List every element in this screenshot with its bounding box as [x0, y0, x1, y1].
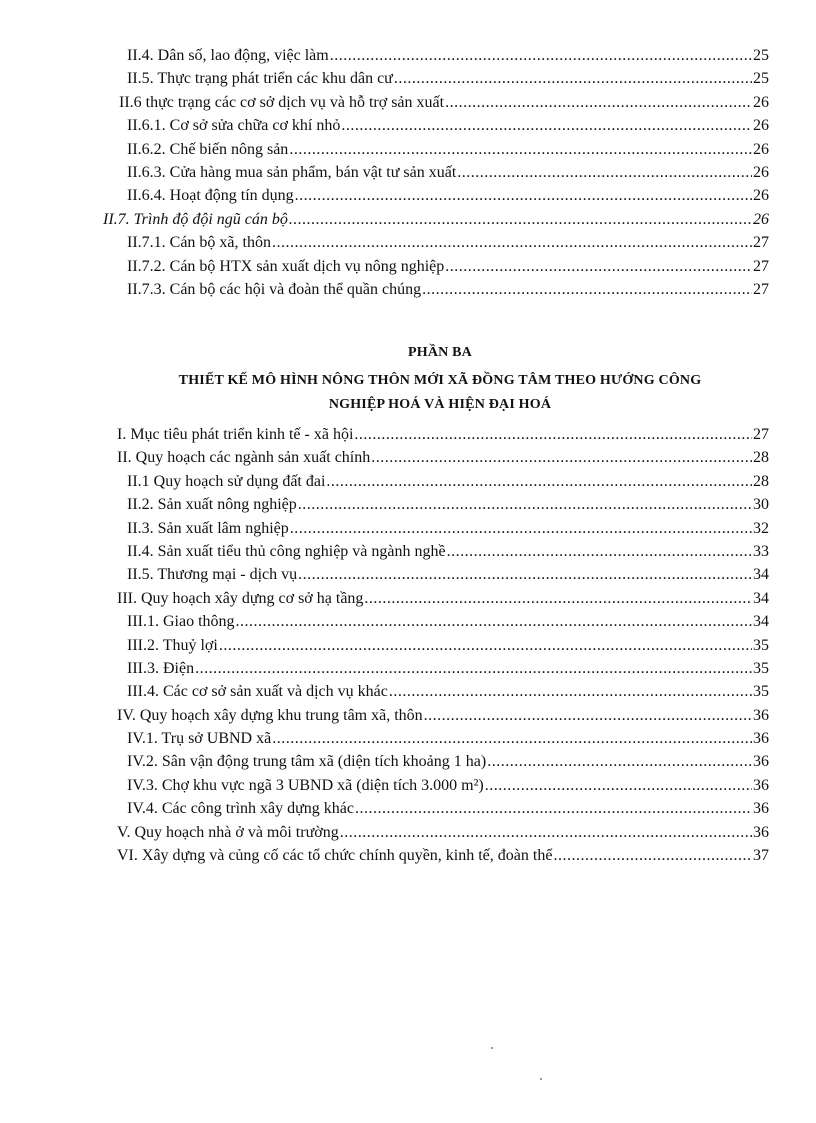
toc-entry-title: IV. Quy hoạch xây dựng khu trung tâm xã, thôn [117, 706, 423, 724]
toc-entry-title: II.7. Trình độ đội ngũ cán bộ [103, 210, 288, 228]
toc-entry-page: 26 [753, 93, 769, 111]
part-label: PHẦN BA [407, 345, 472, 360]
toc-entry-title: II.6 thực trạng các cơ sở dịch vụ và hỗ trợ sản xuất [119, 93, 445, 111]
toc-entry-title: II.4. Dân số, lao động, việc làm [127, 47, 329, 64]
toc-entry-page: 28 [753, 472, 769, 490]
toc-list-part-three [117, 423, 769, 867]
toc-entry-title: II.3. Sản xuất lâm nghiệp [127, 519, 289, 537]
toc-entry [117, 67, 769, 90]
toc-entry-title: II.2. Sản xuất nông nghiệp [127, 496, 297, 514]
toc-entry [117, 540, 769, 563]
toc-entry [117, 423, 769, 446]
toc-leader-dots [330, 44, 752, 67]
toc-entry-title: II.4. Sản xuất tiểu thủ công nghiệp và ngành nghề [127, 542, 446, 560]
toc-entry-page: 36 [753, 730, 769, 748]
toc-leader-dots [355, 797, 752, 820]
toc-entry [117, 446, 769, 469]
toc-entry [117, 774, 769, 797]
toc-leader-dots [389, 680, 752, 703]
toc-leader-dots [422, 278, 752, 301]
toc-leader-dots [371, 446, 752, 469]
toc-entry-page: 28 [753, 449, 769, 467]
toc-entry-title: II. Quy hoạch các ngành sản xuất chính [117, 449, 371, 467]
toc-leader-dots [487, 750, 752, 773]
toc-entry-title: VI. Xây dựng và củng cố các tổ chức chính quyền, kinh tế, đoàn thể [117, 847, 553, 865]
toc-leader-dots [289, 208, 752, 231]
toc-leader-dots [236, 610, 752, 633]
toc-entry [117, 91, 769, 114]
toc-entry-page: 36 [753, 776, 769, 794]
toc-entry-page: 25 [753, 70, 769, 88]
toc-leader-dots [394, 67, 752, 90]
toc-entry-page: 34 [753, 589, 769, 607]
toc-entry-page: 27 [753, 426, 769, 443]
toc-entry [117, 161, 769, 184]
toc-entry-title: II.7.2. Cán bộ HTX sản xuất dịch vụ nông nghiệp [127, 257, 445, 275]
toc-leader-dots [289, 138, 752, 161]
toc-leader-dots [485, 774, 752, 797]
toc-entry-page: 37 [753, 847, 769, 865]
part-title-line-1: THIẾT KẾ MÔ HÌNH NÔNG THÔN MỚI XÃ ĐỒNG TÂM THEO HƯỚNG CÔNG [178, 373, 702, 388]
toc-entry-page: 36 [753, 706, 769, 724]
toc-entry-title: II.6.2. Chế biến nông sản [127, 140, 289, 158]
toc-entry-title: I. Mục tiêu phát triển kinh tế - xã hội [117, 426, 354, 443]
toc-entry [117, 255, 769, 278]
toc-leader-dots [553, 844, 752, 867]
toc-entry-title: II.1 Quy hoạch sử dụng đất đai [127, 472, 326, 490]
toc-entry [117, 231, 769, 254]
toc-leader-dots [354, 423, 752, 446]
toc-entry-page: 27 [753, 257, 769, 275]
toc-entry-title: III.4. Các cơ sở sản xuất và dịch vụ khác [127, 683, 388, 701]
toc-entry-title: II.6.4. Hoạt động tín dụng [127, 187, 294, 205]
toc-leader-dots [340, 821, 752, 844]
toc-entry-title: III.2. Thuỷ lợi [127, 636, 218, 654]
toc-entry-page: 27 [753, 234, 769, 252]
toc-entry-title: IV.2. Sân vận động trung tâm xã (diện tích khoảng 1 ha) [127, 753, 487, 771]
toc-entry-page: 36 [753, 753, 769, 771]
toc-entry [103, 208, 769, 231]
toc-entry [117, 657, 769, 680]
toc-entry-page: 35 [753, 636, 769, 654]
toc-entry [117, 680, 769, 703]
toc-entry-title: II.5. Thương mại - dịch vụ [127, 566, 298, 584]
toc-entry-page: 27 [753, 280, 769, 298]
toc-entry [117, 844, 769, 867]
toc-entry [117, 634, 769, 657]
toc-entry-page: 26 [753, 187, 769, 205]
toc-leader-dots [298, 493, 752, 516]
toc-entry [117, 278, 769, 301]
toc-leader-dots [290, 517, 752, 540]
toc-entry-page: 30 [753, 496, 769, 514]
toc-entry-title: II.6.3. Cửa hàng mua sản phẩm, bán vật tư sản xuất [127, 163, 457, 181]
toc-entry-page: 33 [753, 542, 769, 560]
toc-entry [117, 114, 769, 137]
toc-entry-page: 26 [753, 163, 769, 181]
toc-leader-dots [195, 657, 752, 680]
toc-leader-dots [272, 727, 752, 750]
toc-leader-dots [272, 231, 752, 254]
toc-entry [117, 704, 769, 727]
toc-leader-dots [445, 91, 752, 114]
toc-leader-dots [326, 470, 752, 493]
toc-entry-title: V. Quy hoạch nhà ở và môi trường [117, 823, 339, 841]
toc-entry-page: 25 [753, 47, 769, 64]
toc-entry [117, 587, 769, 610]
part-title-line-2: NGHIỆP HOÁ VÀ HIỆN ĐẠI HOÁ [328, 397, 552, 412]
toc-leader-dots [298, 563, 752, 586]
toc-entry-page: 36 [753, 823, 769, 841]
toc-leader-dots [424, 704, 752, 727]
toc-list-part-two [103, 44, 769, 301]
toc-leader-dots [445, 255, 752, 278]
toc-entry-title: II.6.1. Cơ sở sửa chữa cơ khí nhỏ [127, 117, 341, 135]
toc-entry [117, 470, 769, 493]
toc-entry-title: II.5. Thực trạng phát triển các khu dân cư [127, 70, 393, 88]
toc-entry [117, 610, 769, 633]
toc-entry-page: 32 [753, 519, 769, 537]
toc-leader-dots [295, 184, 752, 207]
toc-entry-title: III.1. Giao thông [127, 613, 235, 631]
toc-entry-page: 26 [753, 140, 769, 158]
toc-entry [117, 44, 769, 67]
toc-entry [117, 563, 769, 586]
toc-entry-title: III.3. Điện [127, 659, 195, 677]
toc-entry-title: IV.4. Các công trình xây dựng khác [127, 800, 354, 818]
toc-entry [117, 797, 769, 820]
toc-leader-dots [457, 161, 752, 184]
toc-entry [117, 517, 769, 540]
toc-entry-title: II.7.3. Cán bộ các hội và đoàn thể quần chúng [127, 280, 422, 298]
toc-leader-dots [219, 634, 752, 657]
toc-entry-page: 34 [753, 566, 769, 584]
toc-entry-title: IV.3. Chợ khu vực ngã 3 UBND xã (diện tích 3.000 m²) [127, 776, 484, 794]
toc-leader-dots [364, 587, 752, 610]
toc-entry-page: 35 [753, 683, 769, 701]
scan-speck [540, 1078, 542, 1080]
scan-speck [491, 1047, 493, 1049]
toc-entry-page: 26 [753, 210, 769, 228]
toc-leader-dots [341, 114, 752, 137]
toc-entry [117, 138, 769, 161]
toc-entry-page: 36 [753, 800, 769, 818]
toc-entry [117, 727, 769, 750]
toc-leader-dots [447, 540, 752, 563]
toc-entry-page: 26 [753, 117, 769, 135]
toc-entry [117, 750, 769, 773]
toc-entry-page: 34 [753, 613, 769, 631]
toc-entry-page: 35 [753, 659, 769, 677]
toc-entry-title: II.7.1. Cán bộ xã, thôn [127, 234, 271, 252]
toc-entry-title: IV.1. Trụ sở UBND xã [127, 730, 272, 748]
toc-entry [117, 821, 769, 844]
toc-entry [117, 493, 769, 516]
toc-entry-title: III. Quy hoạch xây dựng cơ sở hạ tầng [117, 589, 364, 607]
toc-entry [117, 184, 769, 207]
